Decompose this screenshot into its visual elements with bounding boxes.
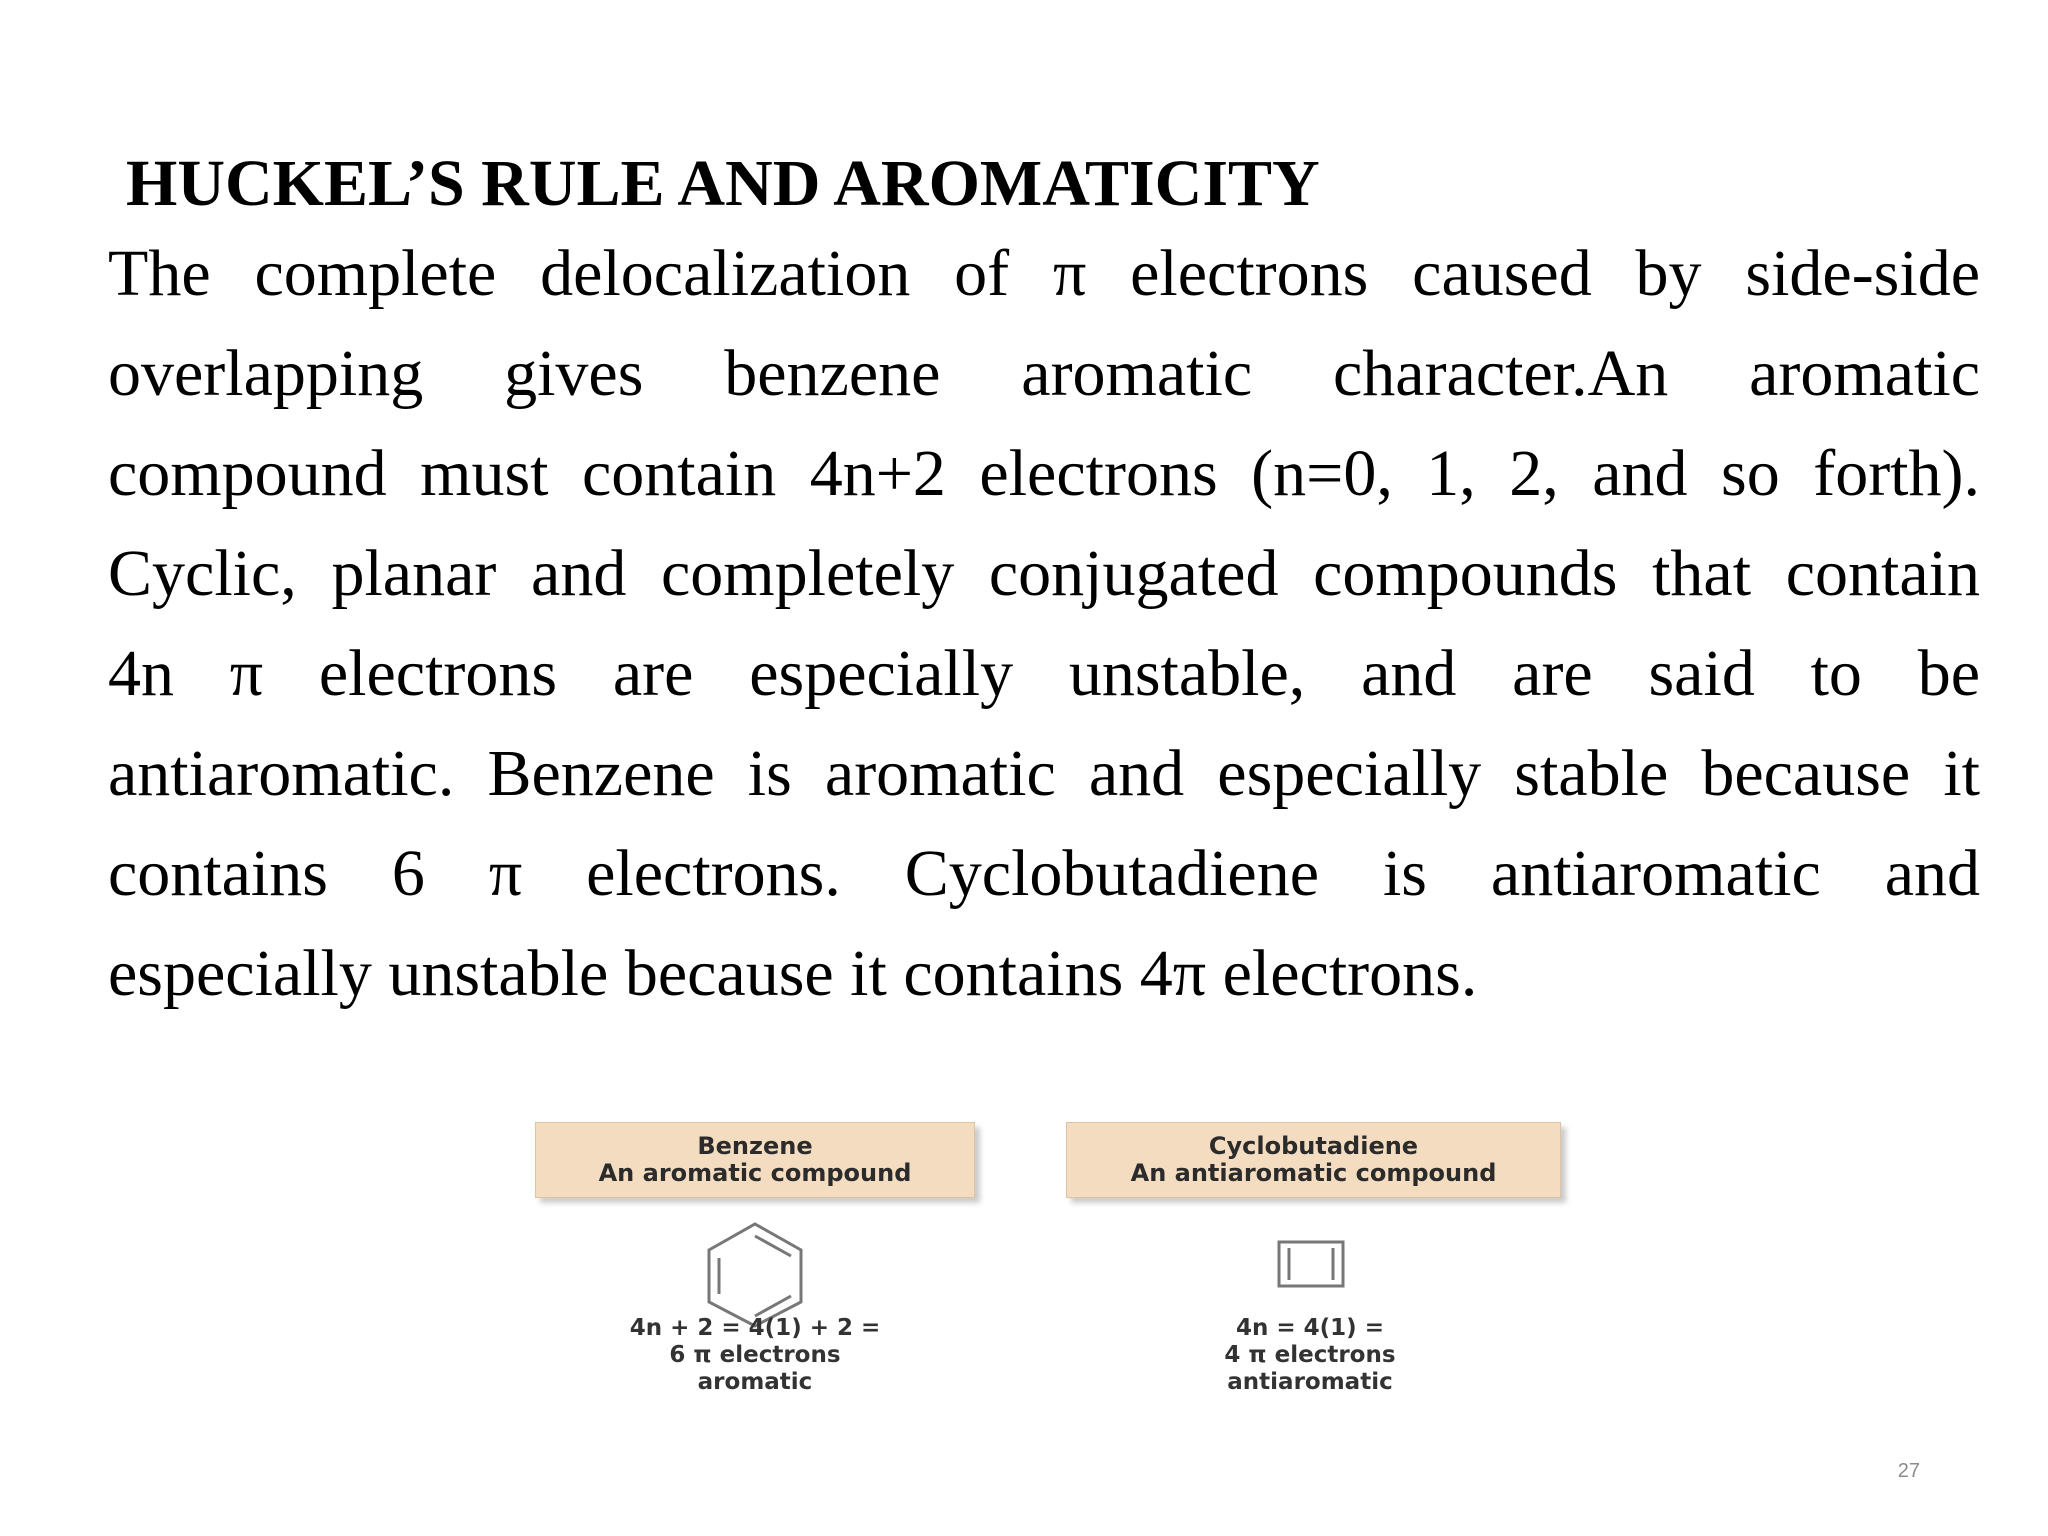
benzene-classification: An aromatic compound	[598, 1159, 912, 1187]
body-line: compound must contain 4n+2 electrons (n=0, 1, 2, and so forth).	[108, 437, 1980, 510]
cyclobutadiene-classification: An antiaromatic compound	[1130, 1159, 1497, 1187]
benzene-electron-count: 6 π electrons	[669, 1342, 841, 1368]
benzene-verdict: aromatic	[697, 1369, 813, 1395]
aromaticity-figure	[500, 1110, 1600, 1430]
body-paragraph	[108, 224, 1980, 1024]
body-line: Cyclic, planar and completely conjugated compounds that contain	[108, 537, 1980, 610]
body-line: especially unstable because it contains 4π electrons.	[108, 937, 1478, 1010]
cyclobutadiene-electron-count: 4 π electrons	[1224, 1342, 1396, 1368]
cyclobutadiene-label	[1066, 1122, 1561, 1198]
benzene-label	[535, 1122, 975, 1198]
cyclobutadiene-equation: 4n = 4(1) =	[1236, 1315, 1384, 1341]
cyclobutadiene-verdict: antiaromatic	[1227, 1369, 1393, 1395]
body-line: 4n π electrons are especially unstable, and are said to be	[108, 637, 1980, 710]
benzene-caption	[555, 1315, 955, 1396]
cyclobutadiene-caption	[1100, 1315, 1520, 1396]
benzene-equation: 4n + 2 = 4(1) + 2 =	[629, 1315, 881, 1341]
benzene-name: Benzene	[697, 1132, 813, 1160]
body-line: The complete delocalization of π electrons caused by side-side	[108, 237, 1980, 310]
cyclobutadiene-structure	[1275, 1238, 1347, 1290]
body-line: overlapping gives benzene aromatic character.An aromatic	[108, 337, 1980, 410]
slide-title: HUCKEL’S RULE AND AROMATICITY	[126, 147, 1320, 220]
body-line: contains 6 π electrons. Cyclobutadiene is antiaromatic and	[108, 837, 1980, 910]
cyclobutadiene-name: Cyclobutadiene	[1208, 1132, 1419, 1160]
page-number: 27	[1897, 1460, 1920, 1482]
benzene-structure	[695, 1220, 815, 1330]
body-line: antiaromatic. Benzene is aromatic and especially stable because it	[108, 737, 1980, 810]
